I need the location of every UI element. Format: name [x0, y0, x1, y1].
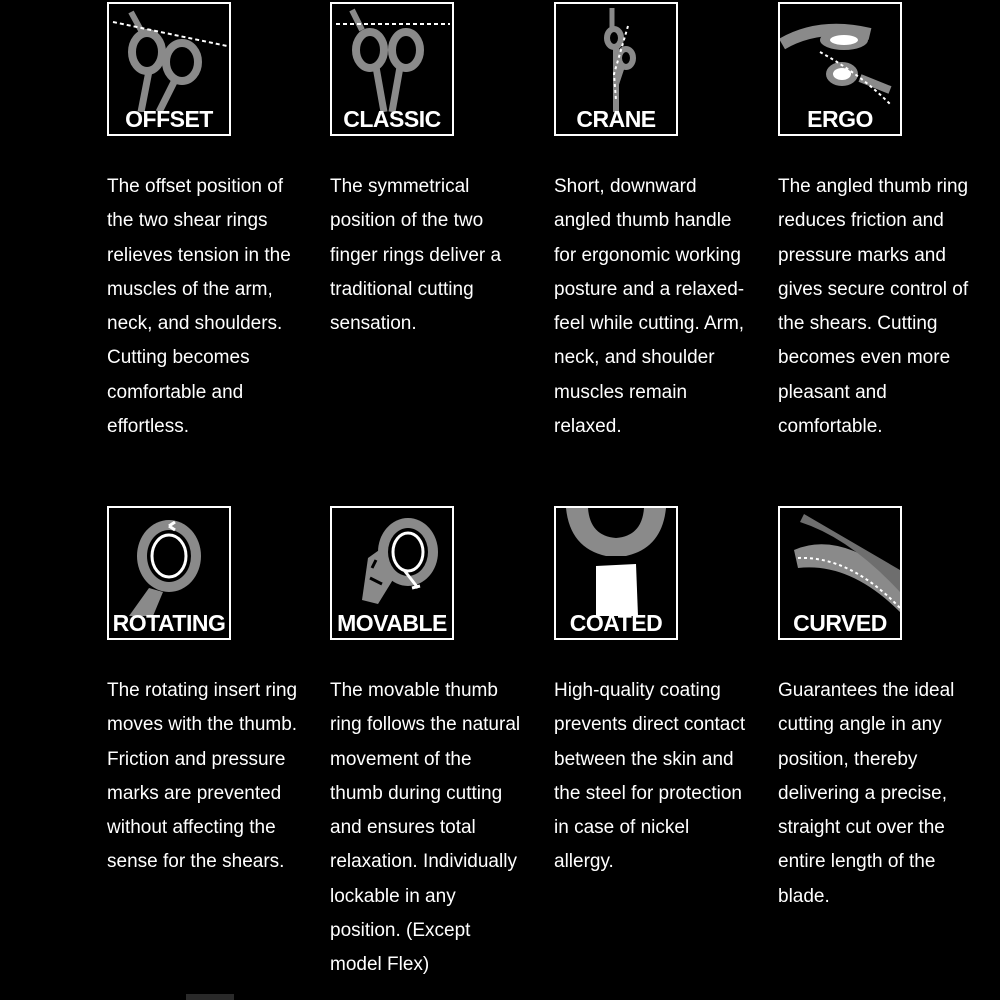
description-line: model Flex) [330, 954, 430, 976]
description-line: neck, and shoulder [554, 347, 715, 369]
description-line: sense for the shears. [107, 851, 285, 873]
description-line: and ensures total [330, 817, 476, 839]
description-line: pressure marks and [778, 244, 946, 266]
description-line: feel while cutting. Arm, [554, 313, 745, 335]
description-line: The symmetrical [330, 176, 470, 197]
classic-shears-icon [332, 4, 452, 112]
description-line: movement of the [330, 748, 472, 770]
feature-label: CURVED [793, 610, 887, 636]
description-line: relieves tension in the [107, 244, 291, 266]
feature-icon-box [330, 2, 454, 136]
description-line: position, thereby [778, 748, 918, 770]
description-line: delivering a precise, [778, 782, 947, 804]
coated-handle-icon [556, 508, 676, 616]
description-line: reduces friction and [778, 210, 944, 232]
description-line: position of the two [330, 210, 484, 232]
description-line: sensation. [330, 313, 417, 335]
feature-description [554, 170, 759, 444]
curved-blade-icon [780, 508, 900, 616]
offset-shears-icon [109, 4, 229, 112]
feature-label: CLASSIC [343, 106, 441, 132]
description-line: ring follows the natural [330, 714, 521, 736]
description-line: muscles remain [554, 381, 688, 403]
feature-description [778, 674, 983, 914]
description-line: entire length of the [778, 851, 936, 873]
description-line: thumb during cutting [330, 782, 503, 804]
description-line: prevents direct contact [554, 714, 746, 736]
description-line: moves with the thumb. [107, 714, 298, 736]
description-line: allergy. [554, 851, 614, 873]
description-line: lockable in any [330, 885, 456, 907]
description-line: The movable thumb [330, 680, 498, 701]
description-line: the two shear rings [107, 210, 268, 232]
feature-description [330, 170, 535, 341]
feature-label: ROTATING [112, 610, 226, 636]
description-line: comfortable. [778, 416, 883, 438]
feature-icon-box [107, 506, 231, 640]
description-line: finger rings deliver a [330, 244, 502, 266]
description-line: marks are prevented [107, 782, 282, 804]
feature-label: CRANE [576, 106, 656, 132]
description-line: The offset position of [107, 176, 284, 197]
description-line: becomes even more [778, 347, 951, 369]
movable-ring-icon [332, 508, 452, 616]
description-line: Short, downward [554, 176, 697, 197]
feature-description [330, 674, 535, 983]
feature-icon-box [554, 506, 678, 640]
description-line: relaxed. [554, 416, 622, 438]
crane-shears-icon [556, 4, 676, 112]
description-line: between the skin and [554, 748, 734, 770]
description-line: without affecting the [107, 817, 276, 839]
ergo-shears-icon [780, 4, 900, 112]
description-line: Guarantees the ideal [778, 680, 955, 701]
description-line: High-quality coating [554, 680, 721, 701]
feature-description [778, 170, 983, 444]
feature-label: MOVABLE [337, 610, 447, 636]
feature-icon-box [778, 506, 902, 640]
description-line: for ergonomic working [554, 244, 741, 266]
feature-label: OFFSET [125, 106, 213, 132]
description-line: in case of nickel [554, 817, 690, 839]
description-line: posture and a relaxed- [554, 278, 745, 300]
feature-description [554, 674, 759, 880]
description-line: pleasant and [778, 381, 887, 403]
description-line: relaxation. Individually [330, 851, 517, 873]
description-line: Cutting becomes [107, 347, 250, 369]
description-line: neck, and shoulders. [107, 313, 283, 335]
description-line: muscles of the arm, [107, 278, 273, 300]
feature-icon-box [330, 506, 454, 640]
rotating-ring-icon [109, 508, 229, 616]
description-line: traditional cutting [330, 278, 474, 300]
feature-description [107, 170, 312, 444]
description-line: the shears. Cutting [778, 313, 938, 335]
bottom-scroll-indicator [186, 994, 234, 1000]
feature-label: ERGO [807, 106, 873, 132]
feature-description [107, 674, 312, 880]
description-line: straight cut over the [778, 817, 945, 839]
description-line: effortless. [107, 416, 190, 438]
description-line: blade. [778, 885, 830, 907]
description-line: comfortable and [107, 381, 244, 403]
description-line: position. (Except [330, 920, 471, 942]
description-line: angled thumb handle [554, 210, 732, 232]
feature-icon-box [554, 2, 678, 136]
description-line: cutting angle in any [778, 714, 942, 736]
description-line: The angled thumb ring [778, 176, 969, 197]
description-line: gives secure control of [778, 278, 969, 300]
description-line: The rotating insert ring [107, 680, 298, 701]
description-line: the steel for protection [554, 782, 742, 804]
feature-icon-box [107, 2, 231, 136]
feature-icon-box [778, 2, 902, 136]
feature-label: COATED [569, 610, 663, 636]
description-line: Friction and pressure [107, 748, 286, 770]
